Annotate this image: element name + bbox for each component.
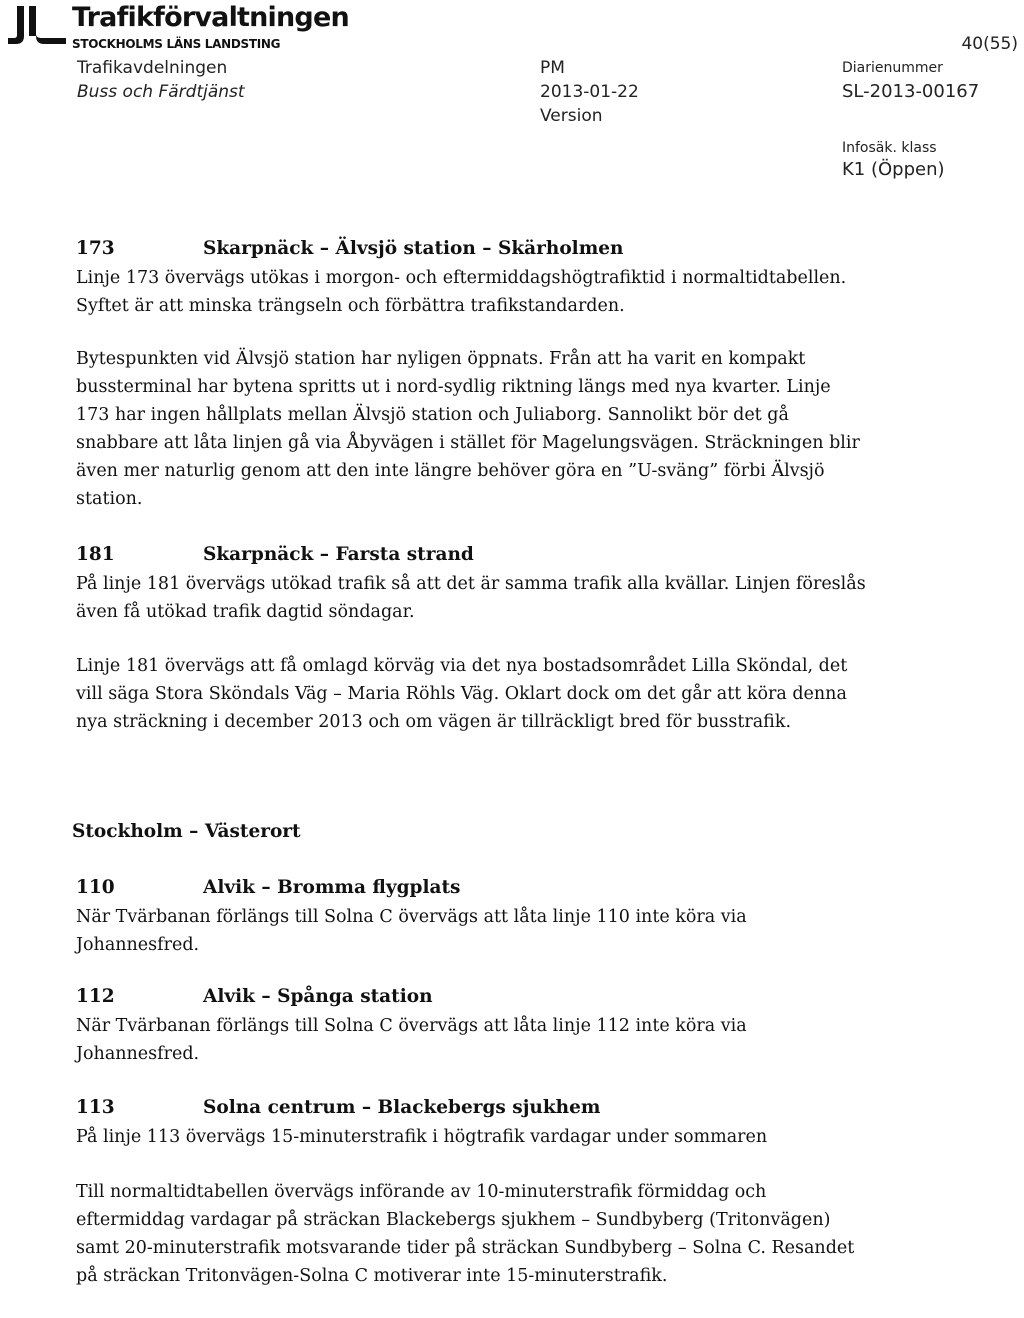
- paragraph: Bytespunkten vid Älvsjö station har nyligen öppnats. Från att ha varit en kompakt bussterminal har bytena spritts ut i nord-sydlig riktning längs med nya kvarter. Linje 173 har ingen hållplats mellan Älvsjö station och Juliaborg. Sannolikt bör det gå snabbare att låta linjen gå via Åbyvägen i stället för Magelungsvägen. Sträckningen blir även mer naturlig genom att den inte längre behöver göra en ”U-sväng” förbi Älvsjö station.: [76, 349, 860, 509]
- paragraph: Linje 173 övervägs utökas i morgon- och eftermiddagshögtrafiktid i normaltidtabellen. Syftet är att minska trängseln och förbättra trafikstandarden.: [76, 268, 847, 316]
- unit: Buss och Färdtjänst: [77, 82, 245, 102]
- class-value: K1 (Öppen): [842, 159, 945, 180]
- org-subtitle: STOCKHOLMS LÄNS LANDSTING: [72, 37, 281, 51]
- route-title: Solna centrum – Blackebergs sjukhem: [203, 1097, 601, 1118]
- page-number: 40(55): [961, 34, 1018, 54]
- route-title: Alvik – Bromma flygplats: [203, 877, 461, 898]
- department: Trafikavdelningen: [77, 58, 228, 78]
- paragraph: På linje 181 övervägs utökad trafik så att det är samma trafik alla kvällar. Linjen föreslås även få utökad trafik dagtid söndagar.: [76, 574, 866, 622]
- diarie-label: Diarienummer: [842, 60, 943, 76]
- logo-icon: [4, 4, 68, 48]
- class-label: Infosäk. klass: [842, 140, 937, 156]
- route-title: Skarpnäck – Älvsjö station – Skärholmen: [203, 238, 624, 259]
- doc-type: PM: [540, 58, 565, 78]
- line-number: 181: [76, 544, 115, 565]
- paragraph: Till normaltidtabellen övervägs införande av 10-minuterstrafik förmiddag och eftermiddag vardagar på sträckan Blackebergs sjukhem – Sundbyberg (Tritonvägen) samt 20-minuterstrafik motsvarande tider på sträckan Sundbyberg – Solna C. Resandet på sträckan Tritonvägen-Solna C motiverar inte 15-minuterstrafik.: [76, 1182, 855, 1286]
- paragraph: När Tvärbanan förlängs till Solna C övervägs att låta linje 112 inte köra via Johannesfred.: [76, 1016, 747, 1064]
- org-name: Trafikförvaltningen: [72, 2, 349, 33]
- line-number: 113: [76, 1097, 115, 1118]
- line-number: 112: [76, 986, 115, 1007]
- doc-date: 2013-01-22: [540, 82, 639, 102]
- route-title: Alvik – Spånga station: [203, 986, 433, 1007]
- line-number: 173: [76, 238, 115, 259]
- diarie-value: SL-2013-00167: [842, 81, 980, 102]
- line-number: 110: [76, 877, 115, 898]
- region-heading: Stockholm – Västerort: [72, 821, 301, 842]
- version-label: Version: [540, 106, 603, 126]
- paragraph: På linje 113 övervägs 15-minuterstrafik i högtrafik vardagar under sommaren: [76, 1127, 768, 1147]
- route-title: Skarpnäck – Farsta strand: [203, 544, 474, 565]
- paragraph: Linje 181 övervägs att få omlagd körväg via det nya bostadsområdet Lilla Sköndal, det vill säga Stora Sköndals Väg – Maria Röhls Väg. Oklart dock om det går att köra denna nya sträckning i december 2013 och om vägen är tillräckligt bred för busstrafik.: [76, 656, 848, 732]
- paragraph: När Tvärbanan förlängs till Solna C övervägs att låta linje 110 inte köra via Johannesfred.: [76, 907, 747, 955]
